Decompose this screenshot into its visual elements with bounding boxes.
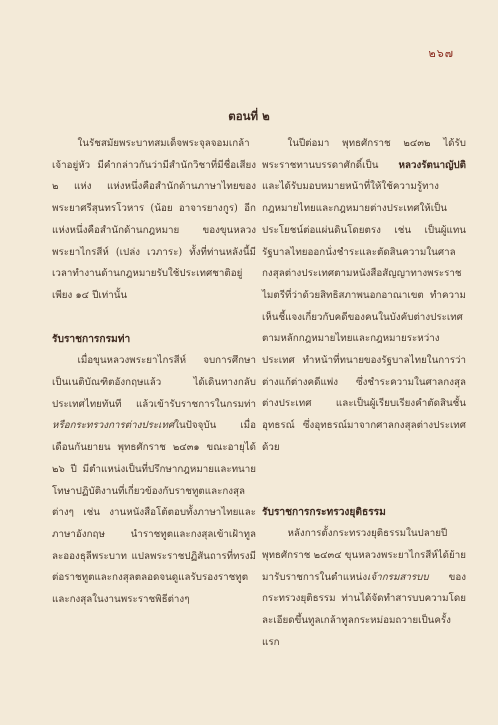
right-paragraph-justice-text-a: หลังการตั้งกระทรวงยุติธรรมในปลายปีพุทธศักราช ๒๔๓๔ ขุนหลวงพระยาไกรสีห์ได้ย้ายมารับราชการในตำแหน่ง <box>262 528 466 583</box>
page-number: ๒๖๗ <box>428 47 454 60</box>
heading-justice-ministry: รับราชการกระทรวงยุติธรรม <box>262 505 386 518</box>
left-paragraph-intro: ในรัชสมัยพระบาทสมเด็จพระจุลจอมเกล้าเจ้าอยู่หัว มีคำกล่าวกันว่ามีสำนักวิชาที่มีชื่อเสียง ๒ แห่ง แห่งหนึ่งคือสำนักด้านภาษาไทยของพระยาศรีสุนทรโวหาร (น้อย อาจารยางกูร) อีกแห่งหนึ่งคือสำนักด้านกฎหมาย ของขุนหลวงพระยาไกรสีห์ (เปล่ง เวภาระ) ทั้งที่ท่านหลังนี้มีเวลาทำงานด้านกฎหมายรับใช้ประเทศชาติอยู่เพียง ๑๔ ปีเท่านั้น <box>52 138 256 301</box>
right-paragraph-justice-text-b: ของกระทรวงยุติธรรม ท่านได้จัดทำสารบบความโดยละเอียดขึ้นทูลเกล้าทูลกระหม่อมถวายเป็นครั้งแรก <box>262 571 466 648</box>
right-paragraph-justice <box>262 523 466 653</box>
left-column <box>52 133 256 611</box>
heading-krom-tha: รับราชการกรมท่า <box>52 332 131 345</box>
right-paragraph-justice-italic: เจ้ากรมสารบบ <box>367 571 429 583</box>
title-luang-ratanayapti: หลวงรัตนาญัปติ <box>398 159 466 171</box>
right-paragraph-promotion-text-a: ในปีต่อมา พุทธศักราช ๒๔๓๒ ได้รับพระราชทานบรรดาศักดิ์เป็น <box>262 138 466 171</box>
right-column <box>262 133 466 653</box>
left-paragraph-krom-tha <box>52 350 256 610</box>
left-paragraph-krom-tha-italic: หรือกระทรวงการต่างประเทศ <box>52 420 175 432</box>
right-paragraph-promotion <box>262 133 466 459</box>
left-paragraph-krom-tha-text-b: ในปัจจุบัน เมื่อเดือนกันยายน พุทธศักราช ๒๔๓๑ ขณะอายุได้ ๒๖ ปี มีตำแหน่งเป็นที่ปรึกษากฎหมายและทนายโทษาปฏิบัติงานที่เกี่ยวข้องกับราชทูตและกงสุลต่างๆ เช่น งานหนังสือโต้ตอบทั้งภาษาไทยและภาษาอังกฤษ นำราชทูตและกงสุลเข้าเฝ้าทูลละอองธุลีพระบาท แปลพระราชปฏิสันถารที่ทรงมีต่อราชทูตและกงสุลตลอดจนดูแลรับรองราชทูตและกงสุลในงานพระราชพิธีต่างๆ <box>52 420 256 606</box>
section-title: ตอนที่ ๒ <box>228 109 270 123</box>
left-paragraph-krom-tha-text-a: เมื่อขุนหลวงพระยาไกรสีห์ จบการศึกษาเป็นเนติบัณฑิตอังกฤษแล้ว ได้เดินทางกลับประเทศไทยทันที แล้วเข้ารับราชการในกรมท่า <box>52 355 256 410</box>
right-paragraph-promotion-text-b: และได้รับมอบหมายหน้าที่ให้ใช้ความรู้ทางกฎหมายไทยและกฎหมายต่างประเทศให้เป็นประโยชน์ต่อแผ่นดินโดยตรง เช่น เป็นผู้แทนรัฐบาลไทยออกนั่งชำระและตัดสินความในศาลกงสุลต่างประเทศตามหนังสือสัญญาทางพระราชไมตรีที่ว่าด้วยสิทธิสภาพนอกอาณาเขต ทำความเห็นชี้แจงเกี่ยวกับคดีของคนในบังคับต่างประเทศตามหลักกฎหมายไทยและกฎหมายระหว่างประเทศ ทำหน้าที่ทนายของรัฐบาลไทยในการว่าต่างแก้ต่างคดีแพ่ง ซึ่งชำระความในศาลกงสุลต่างประเทศ และเป็นผู้เรียบเรียงคำตัดสินชั้นอุทธรณ์ ซึ่งอุทธรณ์มาจากศาลกงสุลต่างประเทศด้วย <box>262 181 466 453</box>
